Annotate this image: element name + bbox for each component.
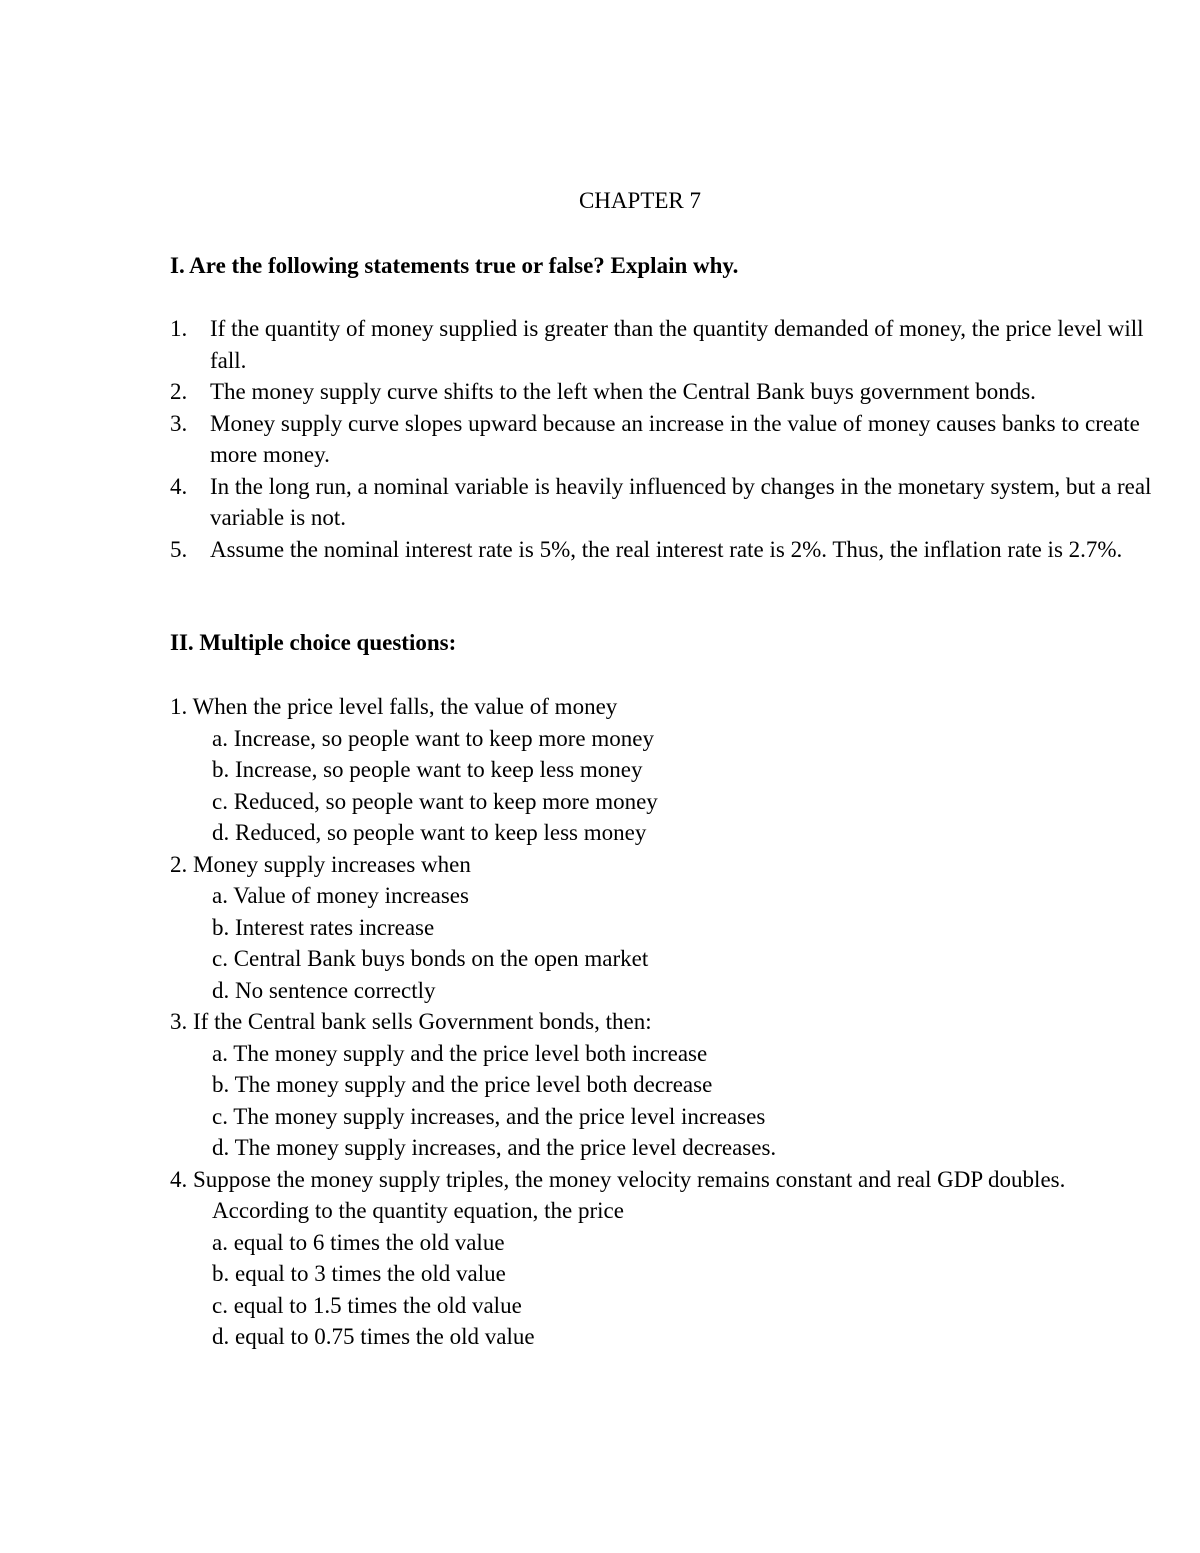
answer-option: c. Reduced, so people want to keep more money [212,788,658,814]
answer-option: a. Increase, so people want to keep more money [212,725,654,751]
multiple-choice-question [170,1006,1160,1164]
multiple-choice-question [170,849,1160,1007]
item-text: Assume the nominal interest rate is 5%, the real interest rate is 2%. Thus, the inflation rate is 2.7%. [210,536,1123,562]
answer-option: c. equal to 1.5 times the old value [212,1292,522,1318]
true-false-item [170,471,1160,534]
chapter-title: CHAPTER 7 [578,188,702,213]
item-text: In the long run, a nominal variable is heavily influenced by changes in the monetary system, but a real variable is not. [210,473,1152,530]
answer-options [170,880,1160,1006]
true-false-item [170,376,1160,408]
item-number: 4. [170,473,188,499]
true-false-item [170,313,1160,376]
item-text: The money supply curve shifts to the left when the Central Bank buys government bonds. [210,379,1036,404]
answer-option: a. Value of money increases [212,883,469,908]
answer-option: d. No sentence correctly [212,977,436,1003]
answer-option: c. Central Bank buys bonds on the open market [212,946,649,971]
item-text: Money supply curve slopes upward because an increase in the value of money causes banks to create more money. [210,410,1140,467]
answer-option: d. Reduced, so people want to keep less money [212,820,647,845]
answer-option: b. equal to 3 times the old value [212,1261,506,1286]
question-stem: 4. Suppose the money supply triples, the money velocity remains constant and real GDP doubles. According to the quantity equation, the price [170,1166,1066,1223]
answer-options [170,723,1160,849]
multiple-choice-section-heading: II. Multiple choice questions: [170,630,457,655]
true-false-item [170,408,1160,471]
answer-option: c. The money supply increases, and the price level increases [212,1103,766,1129]
item-number: 5. [170,536,188,562]
item-text: If the quantity of money supplied is greater than the quantity demanded of money, the price level will fall. [210,316,1144,373]
answer-option: a. equal to 6 times the old value [212,1229,505,1255]
answer-options [170,1227,1160,1353]
true-false-list [170,313,1160,565]
answer-option: b. The money supply and the price level both decrease [212,1072,713,1097]
answer-options [170,1038,1160,1164]
true-false-item [170,534,1160,566]
answer-option: b. Interest rates increase [212,914,435,940]
true-false-section-heading: I. Are the following statements true or false? Explain why. [170,253,739,278]
answer-option: d. equal to 0.75 times the old value [212,1324,535,1349]
question-stem: 3. If the Central bank sells Government bonds, then: [170,1009,652,1034]
item-number: 3. [170,410,188,436]
multiple-choice-list [170,691,1160,1353]
question-stem: 2. Money supply increases when [170,851,471,877]
multiple-choice-question [170,691,1160,849]
answer-option: d. The money supply increases, and the price level decreases. [212,1135,777,1160]
answer-option: b. Increase, so people want to keep less money [212,757,643,782]
question-stem: 1. When the price level falls, the value of money [170,694,618,719]
answer-option: a. The money supply and the price level both increase [212,1040,708,1066]
multiple-choice-question [170,1164,1160,1353]
item-number: 2. [170,379,188,404]
item-number: 1. [170,316,188,341]
